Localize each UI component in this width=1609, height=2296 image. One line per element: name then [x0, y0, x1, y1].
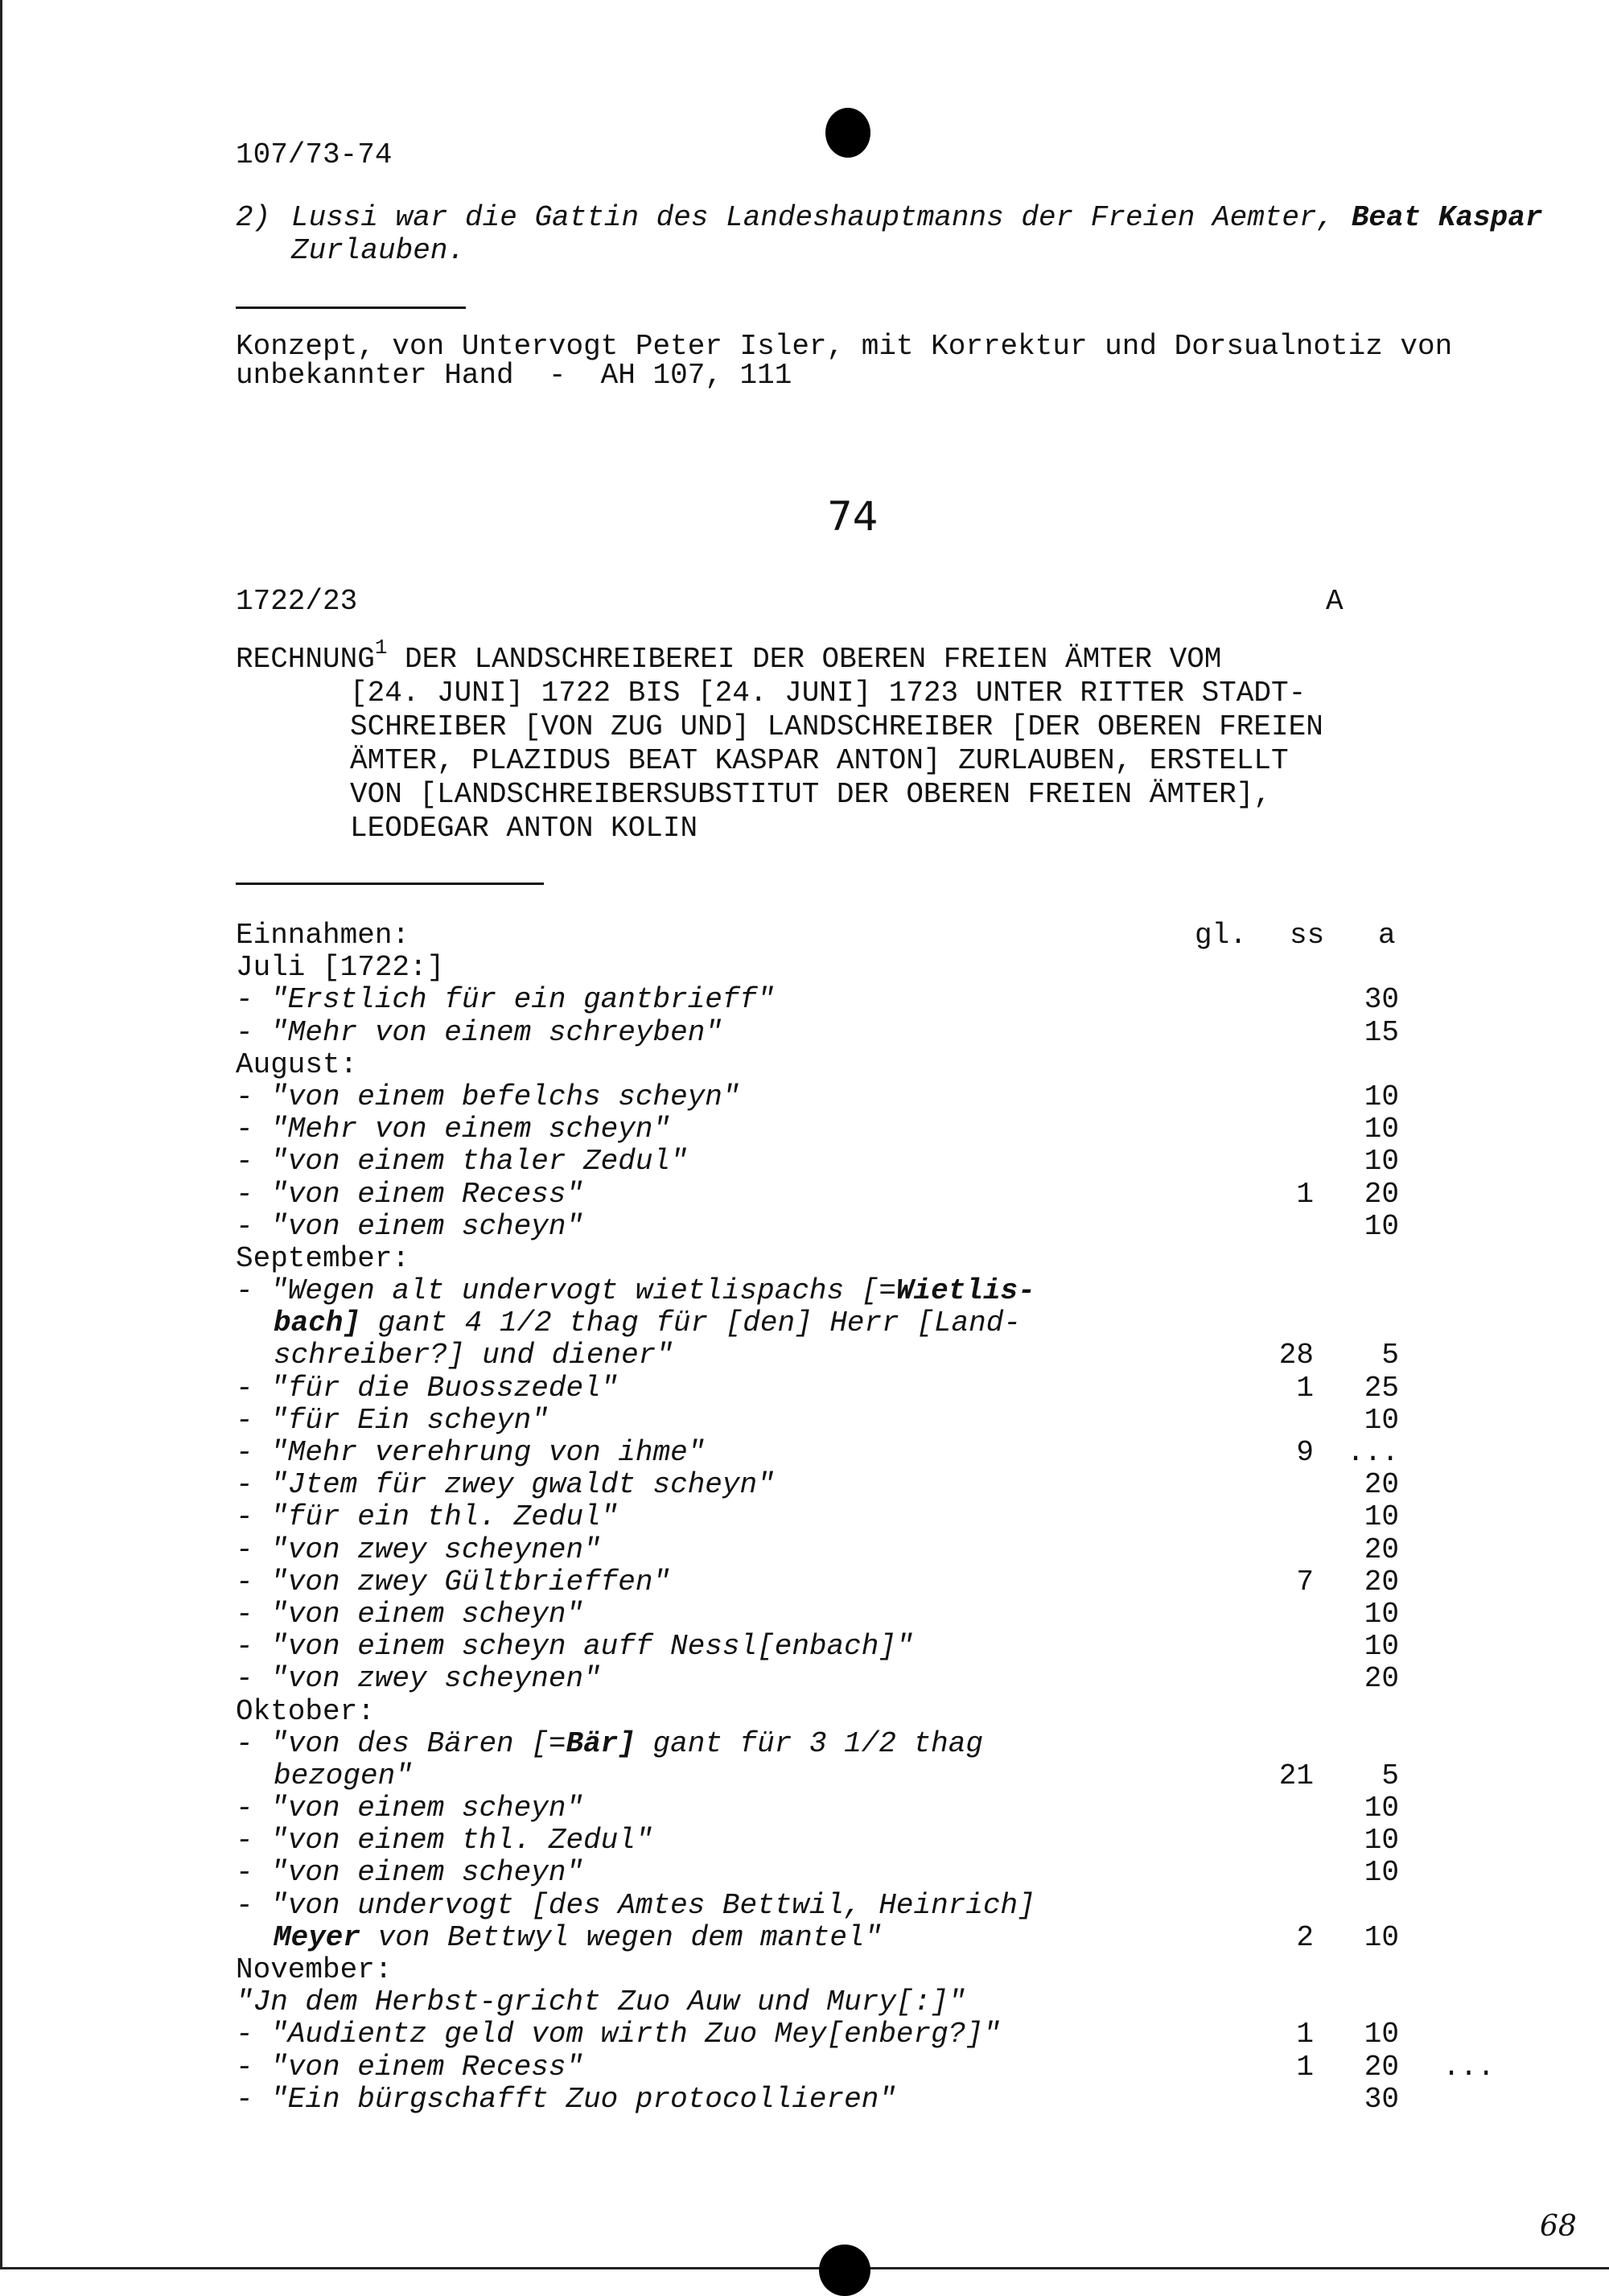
ledger-row: [236, 1113, 1442, 1146]
ledger-entry-text: - "von einem thaler Zedul": [236, 1145, 688, 1179]
ledger-row: [236, 1631, 1442, 1663]
amount-schilling: 20: [1364, 1565, 1399, 1599]
ledger-entry-text: - "von einem Recess": [236, 2050, 584, 2084]
amount-schilling: 15: [1364, 1015, 1399, 1049]
amount-gulden: 7: [1296, 1565, 1314, 1599]
ledger-entry-text: Juli [1722:]: [236, 951, 445, 985]
amount-schilling: 10: [1364, 1856, 1399, 1890]
ledger-row: [236, 1857, 1442, 1889]
ledger-entry-text: "Jn dem Herbst-gricht Zuo Auw und Mury[:]": [236, 1985, 966, 2019]
ledger-row: [236, 1825, 1442, 1857]
amount-schilling: 10: [1364, 1500, 1399, 1534]
entry-letter: A: [1326, 585, 1344, 618]
amount-schilling: 10: [1364, 1209, 1399, 1243]
ledger-row: [236, 1146, 1442, 1178]
amount-schilling: ...: [1347, 1436, 1399, 1469]
ledger-row: [236, 1275, 1442, 1307]
ledger-entry-text: - "von undervogt [des Amtes Bettwil, Heinrich]: [236, 1888, 1035, 1922]
column-header-a: a: [1378, 919, 1396, 952]
ledger-row: [236, 1663, 1442, 1695]
amount-gulden: 1: [1296, 1177, 1314, 1211]
title-first-word: RECHNUNG: [236, 643, 375, 676]
ledger-table: [236, 919, 1495, 2116]
separator-rule: [236, 307, 466, 309]
handwritten-page-mark: 68: [1540, 2210, 1577, 2243]
source-note-line-1: Konzept, von Untervogt Peter Isler, mit Korrektur und Dorsualnotiz von: [236, 330, 1453, 363]
footnote-number: 2): [236, 201, 271, 234]
ledger-row: [236, 2050, 1495, 2084]
amount-schilling: 30: [1364, 983, 1399, 1017]
amount-schilling: 10: [1364, 1403, 1399, 1437]
ledger-entry-text: - "von des Bären [=Bär] gant für 3 1/2 thag: [236, 1726, 983, 1760]
amount-schilling: 10: [1364, 1145, 1399, 1179]
amount-schilling: 20: [1364, 1177, 1399, 1211]
ledger-row: [236, 952, 1442, 984]
amount-schilling: 10: [1364, 1597, 1399, 1631]
ledger-row: [236, 1405, 1442, 1437]
punch-hole-bottom: [819, 2245, 870, 2296]
amount-schilling: 10: [1364, 1920, 1399, 1954]
ledger-row: [236, 1469, 1442, 1501]
entry-year: 1722/23: [236, 585, 358, 618]
ledger-entry-text: Meyer von Bettwyl wegen dem mantel": [274, 1920, 883, 1954]
entry-number: 74: [827, 493, 879, 540]
amount-schilling: 10: [1364, 1824, 1399, 1858]
ledger-entry-text: - "von einem scheyn auff Nessl[enbach]": [236, 1630, 914, 1664]
ledger-row: [236, 1534, 1442, 1566]
amount-schilling: 10: [1364, 1080, 1399, 1113]
title-line: VON [LANDSCHREIBERSUBSTITUT DER OBEREN FREIEN ÄMTER],: [350, 778, 1271, 811]
footnote-bold-name: Beat Kaspar: [1351, 201, 1543, 234]
ledger-row: [236, 1437, 1442, 1469]
ledger-row: [236, 1211, 1442, 1243]
ledger-entry-text: - "von einem thl. Zedul": [236, 1824, 653, 1858]
ledger-entry-text: - "von einem scheyn": [236, 1792, 584, 1825]
amount-schilling: 20: [1364, 1468, 1399, 1502]
footnote-line-2: Zurlauben.: [291, 234, 466, 267]
ledger-entry-text: - "von einem scheyn": [236, 1597, 584, 1631]
ledger-row: [236, 1017, 1442, 1049]
footnote-line-1: [291, 202, 1542, 234]
title-line: LEODEGAR ANTON KOLIN: [350, 812, 698, 845]
ledger-entry-text: - "von einem befelchs scheyn": [236, 1080, 740, 1113]
ledger-entry-text: - "Jtem für zwey gwaldt scheyn": [236, 1468, 775, 1502]
amount-schilling: 30: [1364, 2082, 1399, 2116]
ledger-entry-text: November:: [236, 1953, 393, 1986]
amount-gulden: 28: [1278, 1339, 1314, 1372]
ledger-row: [236, 1954, 1442, 1986]
title-line: [236, 636, 1491, 677]
ledger-entry-text: - "Mehr von einem scheyn": [236, 1113, 671, 1146]
ledger-entry-text: - "von zwey Gültbrieffen": [236, 1565, 671, 1599]
title-line: [24. JUNI] 1722 BIS [24. JUNI] 1723 UNTER RITTER STADT-: [350, 677, 1307, 710]
ledger-row: [236, 1372, 1442, 1405]
ledger-entry-text: August:: [236, 1047, 358, 1081]
amount-schilling: 10: [1364, 1630, 1399, 1664]
punch-hole-top: [825, 108, 870, 158]
ledger-entry-text: - "Mehr von einem schreyben": [236, 1015, 722, 1049]
ledger-row: [236, 1922, 1442, 1954]
footnote-marker: 1: [374, 636, 388, 660]
ledger-entry-text: - "für die Buosszedel": [236, 1371, 619, 1405]
column-header-ss: ss: [1290, 919, 1325, 952]
ledger-row: [236, 1728, 1442, 1760]
ledger-row: [236, 1339, 1442, 1372]
column-header-gl: gl.: [1195, 919, 1247, 952]
title-line-text: DER LANDSCHREIBEREI DER OBEREN FREIEN ÄMTER VOM: [387, 643, 1222, 676]
ledger-entry-text: - "von einem scheyn": [236, 1856, 584, 1890]
ledger-row: [236, 1307, 1442, 1339]
ledger-entry-text: - "von zwey scheynen": [236, 1662, 601, 1696]
amount-schilling: 10: [1364, 1113, 1399, 1146]
ledger-entry-text: - "Erstlich für ein gantbrieff": [236, 983, 775, 1017]
entry-title: [236, 636, 1491, 846]
ledger-row: [236, 1792, 1442, 1825]
amount-schilling: 20: [1364, 1662, 1399, 1696]
footnote-text: Lussi war die Gattin des Landeshauptmanns der Freien Aemter,: [291, 201, 1335, 234]
ledger-row: [236, 1179, 1442, 1211]
ledger-row: [236, 1081, 1442, 1113]
ledger-row: [236, 1566, 1442, 1599]
ledger-entry-text: bach] gant 4 1/2 thag für [den] Herr [Land-: [274, 1306, 1021, 1340]
ledger-entry-text: - "Mehr verehrung von ihme": [236, 1436, 706, 1469]
ledger-entry-text: bezogen": [274, 1759, 413, 1792]
ledger-row: [236, 1696, 1442, 1728]
ledger-entry-text: - "von zwey scheynen": [236, 1533, 601, 1566]
ledger-entry-text: - "Wegen alt undervogt wietlispachs [=Wietlis-: [236, 1274, 1035, 1308]
document-reference: 107/73-74: [236, 138, 393, 171]
amount-schilling: 5: [1381, 1759, 1399, 1792]
ledger-entry-text: September:: [236, 1241, 410, 1275]
ledger-row: [236, 1599, 1442, 1631]
ledger-entry-text: - "Ein bürgschafft Zuo protocollieren": [236, 2082, 896, 2116]
amount-gulden: 2: [1296, 1920, 1314, 1954]
ledger-row: [236, 1501, 1442, 1533]
ledger-header-row: [236, 920, 1442, 952]
amount-gulden: 9: [1296, 1436, 1314, 1469]
title-line: SCHREIBER [VON ZUG UND] LANDSCHREIBER [DER OBEREN FREIEN: [350, 710, 1323, 743]
ledger-row: [236, 1986, 1442, 2018]
ledger-entry-text: Oktober:: [236, 1694, 375, 1728]
source-note-line-2: unbekannter Hand - AH 107, 111: [236, 359, 792, 392]
ledger-entry-text: - "von einem Recess": [236, 1177, 584, 1211]
ledger-entry-text: - "von einem scheyn": [236, 1209, 584, 1243]
amount-schilling: 25: [1364, 1371, 1399, 1405]
ledger-row: [236, 1243, 1442, 1275]
ledger-row: [236, 1890, 1442, 1922]
separator-rule: [236, 883, 544, 885]
ledger-entry-text: schreiber?] und diener": [274, 1339, 673, 1372]
ledger-row: [236, 1760, 1442, 1792]
ledger-heading: Einnahmen:: [236, 919, 410, 952]
ledger-row: [236, 2018, 1442, 2051]
amount-schilling: 5: [1381, 1339, 1399, 1372]
amount-schilling: 20: [1364, 2050, 1399, 2084]
ledger-row: [236, 984, 1442, 1016]
ledger-entry-text: - "Audientz geld vom wirth Zuo Mey[enberg?]": [236, 2018, 1001, 2051]
amount-gulden: 1: [1296, 2050, 1314, 2084]
title-line: ÄMTER, PLAZIDUS BEAT KASPAR ANTON] ZURLAUBEN, ERSTELLT: [350, 744, 1289, 777]
amount-schilling: 10: [1364, 2018, 1399, 2051]
ledger-entry-text: - "für Ein scheyn": [236, 1403, 549, 1437]
amount-schilling: 20: [1364, 1533, 1399, 1566]
amount-gulden: 21: [1278, 1759, 1314, 1792]
amount-angster: ...: [1442, 2050, 1495, 2084]
ledger-row: [236, 1049, 1442, 1081]
amount-schilling: 10: [1364, 1792, 1399, 1825]
amount-gulden: 1: [1296, 2018, 1314, 2051]
ledger-row: [236, 2084, 1442, 2116]
ledger-entry-text: - "für ein thl. Zedul": [236, 1500, 619, 1534]
amount-gulden: 1: [1296, 1371, 1314, 1405]
